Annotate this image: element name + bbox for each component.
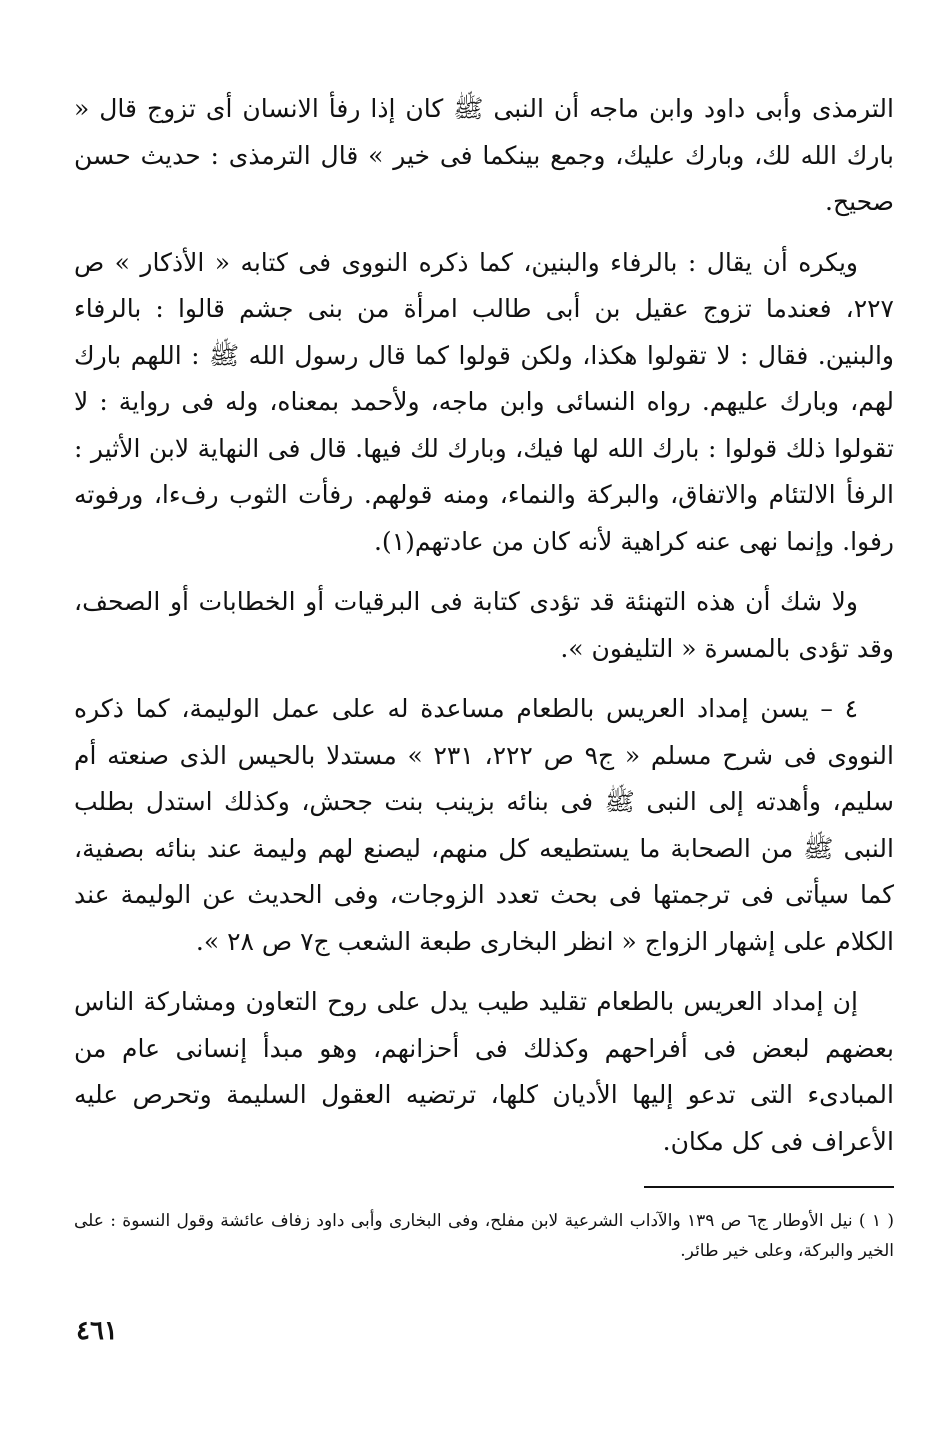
footnote-1: ( ١ ) نيل الأوطار ج٦ ص ١٣٩ والآداب الشرعية لابن مفلح، وفى البخارى وأبى داود زفاف عائشة وقول النسوة : على الخير والبركة، وعلى خير طائر.	[74, 1211, 894, 1261]
paragraph-5: إن إمداد العريس بالطعام تقليد طيب يدل على روح التعاون ومشاركة الناس بعضهم لبعض فى أفراحهم وكذلك فى أحزانهم، وهو مبدأ إنسانى عام من المبادىء التى تدعو إليها الأديان كلها، ترتضيه العقول السليمة وتحرص عليه الأعراف فى كل مكان.	[74, 987, 894, 1156]
paragraph-1: الترمذى وأبى داود وابن ماجه أن النبى ﷺ كان إذا رفأ الانسان أى تزوج قال « بارك الله لك، وبارك عليك، وجمع بينكما فى خير » قال الترمذى : حديث حسن صحيح.	[74, 94, 894, 216]
page-number: ٤٦١	[76, 1316, 118, 1346]
paragraph-2: ويكره أن يقال : بالرفاء والبنين، كما ذكره النووى فى كتابه « الأذكار » ص ٢٢٧، فعندما تزوج عقيل بن أبى طالب امرأة من بنى جشم قالوا : بالرفاء والبنين. فقال : لا تقولوا هكذا، ولكن قولوا كما قال رسول الله ﷺ : اللهم بارك لهم، وبارك عليهم. رواه النسائى وابن ماجه، ولأحمد بمعناه، وله فى رواية : لا تقولوا ذلك قولوا : بارك الله لها فيك، وبارك لك فيها. قال فى النهاية لابن الأثير : الرفأ الالتئام والاتفاق، والبركة والنماء، ومنه قولهم. رفأت الثوب رفءا، ورفوته رفوا. وإنما نهى عنه كراهية لأنه كان من عادتهم(١).	[74, 247, 894, 556]
paragraph-4: ٤ – يسن إمداد العريس بالطعام مساعدة له على عمل الوليمة، كما ذكره النووى فى شرح مسلم « ج٩ ص ٢٢٢، ٢٣١ » مستدلا بالحيس الذى صنعته أم سليم، وأهدته إلى النبى ﷺ فى بنائه بزينب بنت جحش، وكذلك استدل بطلب النبى ﷺ من الصحابة ما يستطيعه كل منهم، ليصنع لهم وليمة عند بنائه بصفية، كما سيأتى فى ترجمتها فى بحث تعدد الزوجات، وفى الحديث عن الوليمة عند الكلام على إشهار الزواج « انظر البخارى طبعة الشعب ج٧ ص ٢٨ ».	[74, 694, 894, 956]
paragraph-3: ولا شك أن هذه التهنئة قد تؤدى كتابة فى البرقيات أو الخطابات أو الصحف، وقد تؤدى بالمسرة « التليفون ».	[74, 587, 894, 663]
footnotes	[74, 1206, 894, 1266]
body-text	[74, 86, 894, 1179]
footnote-divider	[644, 1186, 894, 1188]
